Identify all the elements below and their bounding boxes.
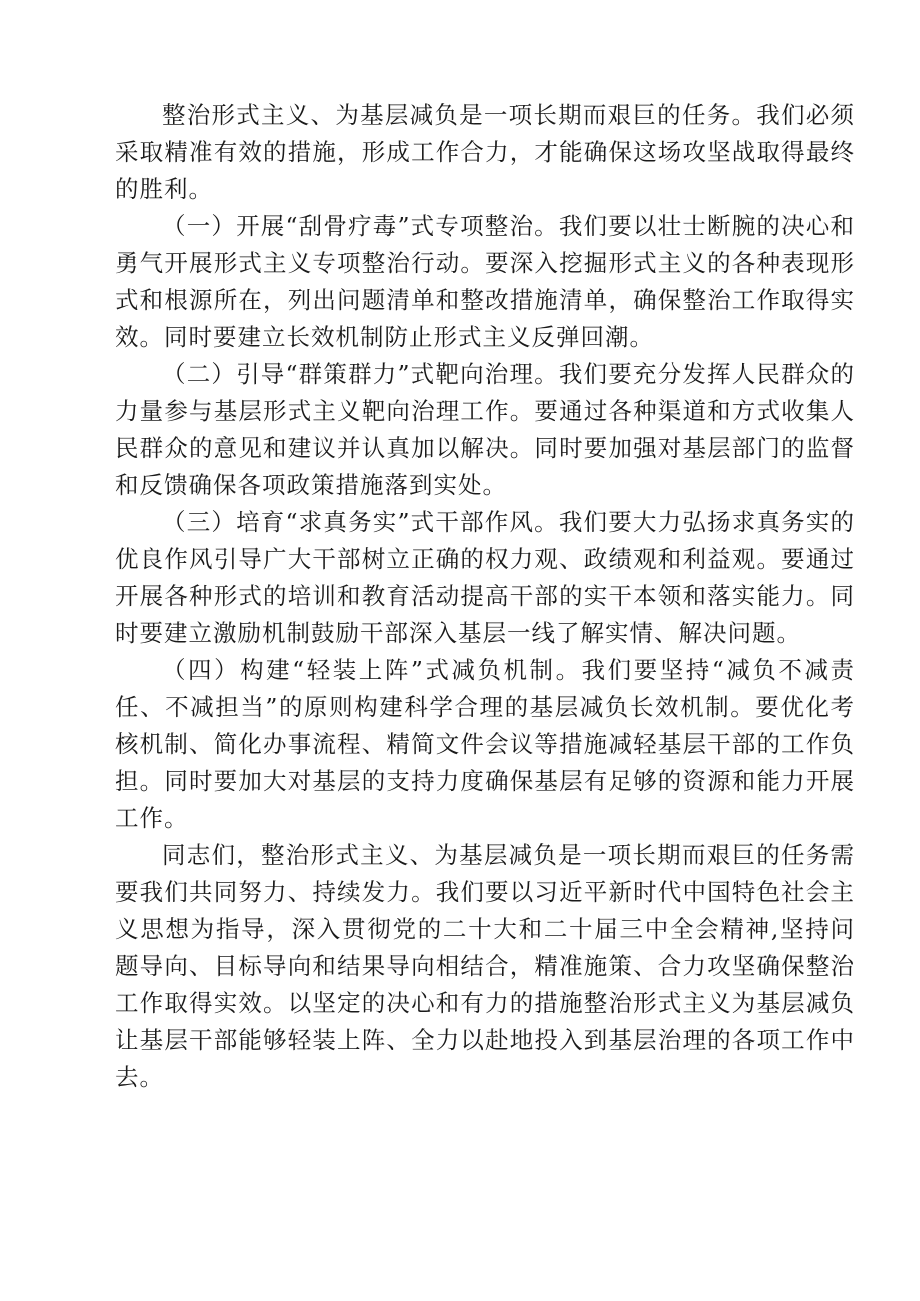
paragraph-section-2: （二）引导“群策群力”式靶向治理。我们要充分发挥人民群众的力量参与基层形式主义靶向治理工作。要通过各种渠道和方式收集人民群众的意见和建议并认真加以解决。同时要加强对基层部门的监督和反馈确保各项政策措施落到实处。 [115,360,855,499]
paragraph-section-3: （三）培育“求真务实”式干部作风。我们要大力弘扬求真务实的优良作风引导广大干部树立正确的权力观、政绩观和利益观。要通过开展各种形式的培训和教育活动提高干部的实干本领和落实能力。同时要建立激励机制鼓励干部深入基层一线了解实情、解决问题。 [115,508,855,647]
paragraph-conclusion: 同志们，整治形式主义、为基层减负是一项长期而艰巨的任务需要我们共同努力、持续发力。我们要以习近平新时代中国特色社会主义思想为指导，深入贯彻党的二十大和二十届三中全会精神,坚持问题导向、目标导向和结果导向相结合，精准施策、合力攻坚确保整治工作取得实效。以坚定的决心和有力的措施整治形式主义为基层减负让基层干部能够轻装上阵、全力以赴地投入到基层治理的各项工作中去。 [115,841,855,1091]
document-body [115,97,855,1096]
paragraph-section-4: （四）构建“轻装上阵”式减负机制。我们要坚持“减负不减责任、不减担当”的原则构建科学合理的基层减负长效机制。要优化考核机制、简化办事流程、精简文件会议等措施减轻基层干部的工作负担。同时要加大对基层的支持力度确保基层有足够的资源和能力开展工作。 [115,656,855,832]
paragraph-intro: 整治形式主义、为基层减负是一项长期而艰巨的任务。我们必须采取精准有效的措施，形成工作合力，才能确保这场攻坚战取得最终的胜利。 [115,101,855,203]
paragraph-section-1: （一）开展“刮骨疗毒”式专项整治。我们要以壮士断腕的决心和勇气开展形式主义专项整治行动。要深入挖掘形式主义的各种表现形式和根源所在，列出问题清单和整改措施清单，确保整治工作取得实效。同时要建立长效机制防止形式主义反弹回潮。 [115,212,855,351]
